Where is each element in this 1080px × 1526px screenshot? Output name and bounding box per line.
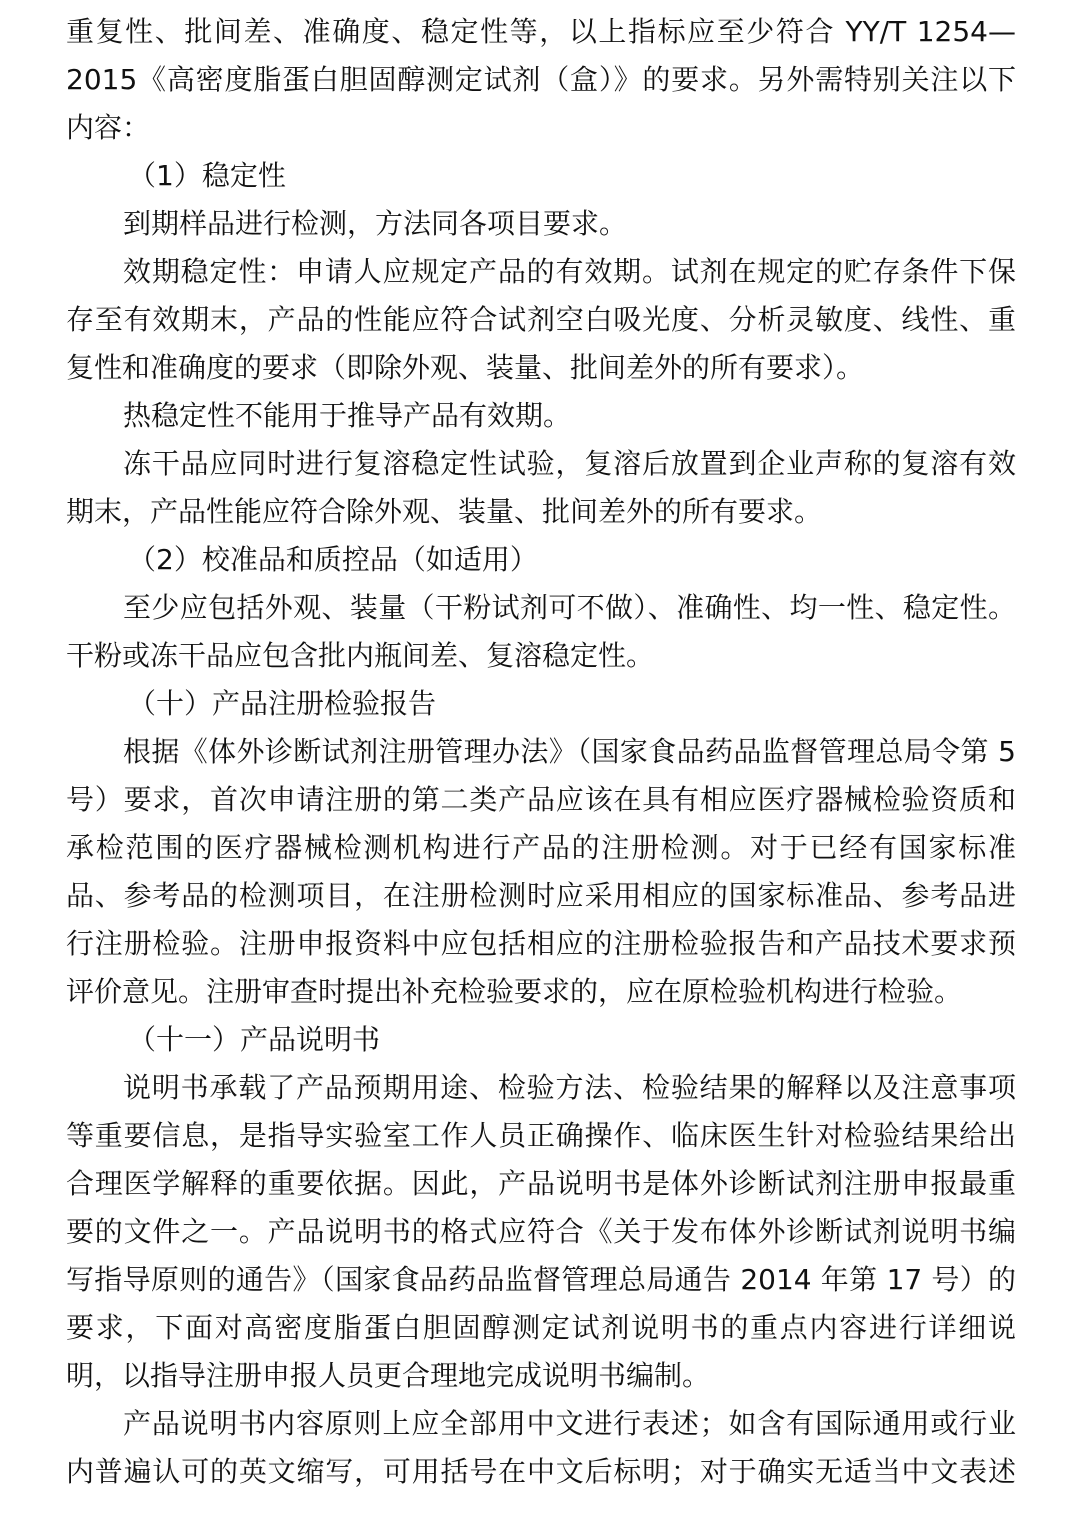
text-line: 号）要求，首次申请注册的第二类产品应该在具有相应医疗器械检验资质和 <box>66 783 1016 816</box>
section-heading-instructions <box>66 1016 1016 1064</box>
text-line: 说明书承载了产品预期用途、检验方法、检验结果的解释以及注意事项 <box>123 1071 1016 1104</box>
text-line: 要的文件之一。产品说明书的格式应符合《关于发布体外诊断试剂说明书编 <box>66 1215 1016 1248</box>
section-heading-registration-report <box>66 680 1016 728</box>
text-line: 评价意见。注册审查时提出补充检验要求的，应在原检验机构进行检验。 <box>66 975 963 1008</box>
text-line: 2015《高密度脂蛋白胆固醇测定试剂（盒）》的要求。另外需特别关注以下 <box>66 63 1016 96</box>
text-line: 冻干品应同时进行复溶稳定性试验，复溶后放置到企业声称的复溶有效 <box>123 447 1016 480</box>
text-line: 产品说明书内容原则上应全部用中文进行表述；如含有国际通用或行业 <box>123 1407 1016 1440</box>
paragraph-p8 <box>66 1064 1016 1400</box>
heading-line: （十）产品注册检验报告 <box>128 687 437 720</box>
text-line: 合理医学解释的重要依据。因此，产品说明书是体外诊断试剂注册申报最重 <box>66 1167 1016 1200</box>
text-line: 效期稳定性：申请人应规定产品的有效期。试剂在规定的贮存条件下保 <box>123 255 1016 288</box>
text-line: 内普遍认可的英文缩写，可用括号在中文后标明；对于确实无适当中文表述 <box>66 1455 1016 1488</box>
text-line: 承检范围的医疗器械检测机构进行产品的注册检测。对于已经有国家标准 <box>66 831 1016 864</box>
text-line: 复性和准确度的要求（即除外观、装量、批间差外的所有要求）。 <box>66 351 865 384</box>
text-line: 干粉或冻干品应包含批内瓶间差、复溶稳定性。 <box>66 639 655 672</box>
text-line: 内容： <box>66 111 151 144</box>
paragraph-p5 <box>66 440 1016 536</box>
heading-line: （十一）产品说明书 <box>128 1023 381 1056</box>
paragraph-p7 <box>66 728 1016 1016</box>
text-line: 写指导原则的通告》（国家食品药品监督管理总局通告 2014 年第 17 号）的 <box>66 1263 1016 1296</box>
text-line: 存至有效期末，产品的性能应符合试剂空白吸光度、分析灵敏度、线性、重 <box>66 303 1016 336</box>
text-line: 品、参考品的检测项目，在注册检测时应采用相应的国家标准品、参考品进 <box>66 879 1016 912</box>
paragraph-p2 <box>66 200 1016 248</box>
text-line: 明，以指导注册申报人员更合理地完成说明书编制。 <box>66 1359 711 1392</box>
text-line: 行注册检验。注册申报资料中应包括相应的注册检验报告和产品技术要求预 <box>66 927 1016 960</box>
text-line: 等重要信息，是指导实验室工作人员正确操作、临床医生针对检验结果给出 <box>66 1119 1016 1152</box>
paragraph-p6 <box>66 584 1016 680</box>
section-heading-calibrators <box>66 536 1016 584</box>
paragraph-p1 <box>66 8 1016 152</box>
text-line: 至少应包括外观、装量（干粉试剂可不做）、准确性、均一性、稳定性。 <box>123 591 1016 624</box>
document-page <box>66 8 1016 1496</box>
text-line: 根据《体外诊断试剂注册管理办法》（国家食品药品监督管理总局令第 5 <box>123 735 1016 768</box>
section-heading-stability <box>66 152 1016 200</box>
text-line: 到期样品进行检测，方法同各项目要求。 <box>123 207 628 240</box>
paragraph-p3 <box>66 248 1016 392</box>
paragraph-p9 <box>66 1400 1016 1496</box>
heading-line: （2）校准品和质控品（如适用） <box>128 543 538 576</box>
text-line: 重复性、批间差、准确度、稳定性等，以上指标应至少符合 YY/T 1254— <box>66 15 1016 48</box>
text-line: 要求，下面对高密度脂蛋白胆固醇测定试剂说明书的重点内容进行详细说 <box>66 1311 1016 1344</box>
text-line: 期末，产品性能应符合除外观、装量、批间差外的所有要求。 <box>66 495 823 528</box>
paragraph-p4 <box>66 392 1016 440</box>
text-line: 热稳定性不能用于推导产品有效期。 <box>123 399 572 432</box>
heading-line: （1）稳定性 <box>128 159 286 192</box>
